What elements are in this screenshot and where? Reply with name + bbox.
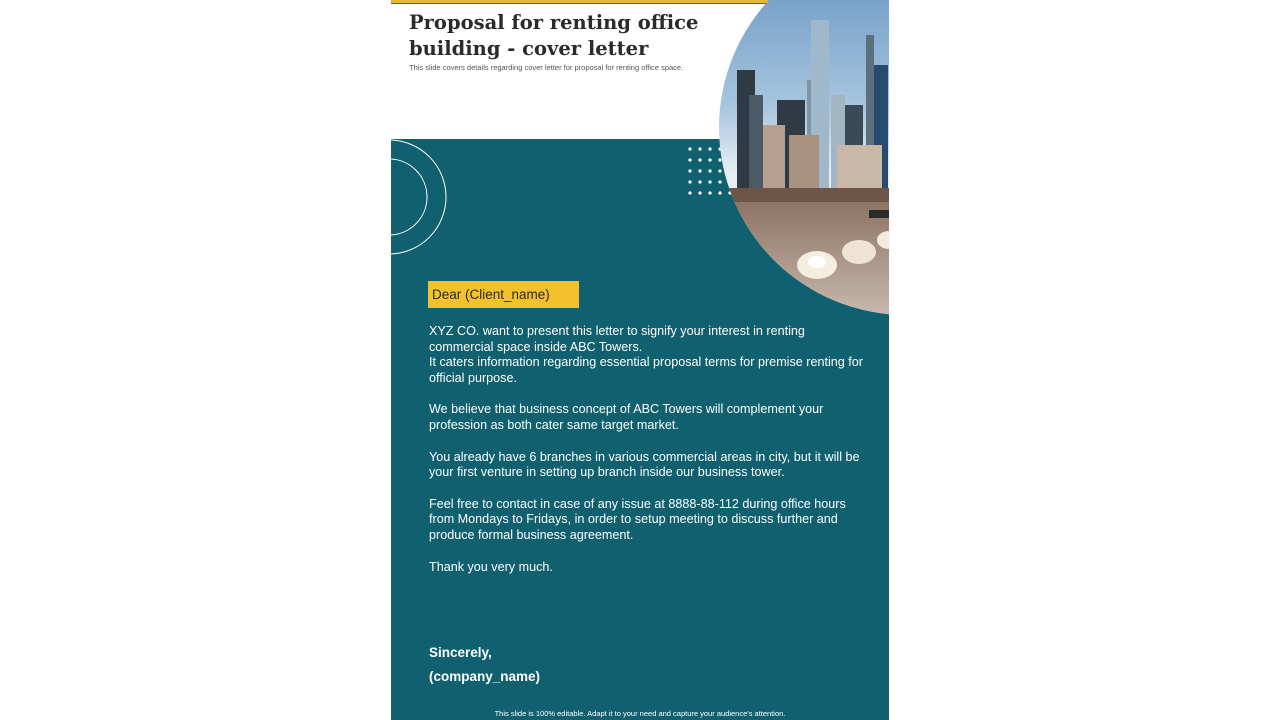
paragraph-branches: You already have 6 branches in various commercial areas in city, but it will be your first venture in setting up branch inside our business tower. xyxy=(429,449,860,480)
footer-note: This slide is 100% editable. Adapt it to your need and capture your audience's attention. xyxy=(494,709,786,718)
paragraph-contact: Feel free to contact in case of any issue at 8888-88-112 during office hours from Mondays to Fridays, in order to setup meeting to discuss further and produce formal business agreement. xyxy=(429,496,846,542)
decorative-rings-icon xyxy=(391,139,451,264)
paragraph-intro-line2: It caters information regarding essential proposal terms for premise renting for official purpose. xyxy=(429,355,863,385)
paragraph-intro-line1: XYZ CO. want to present this letter to signify your interest in renting commercial space inside ABC Towers. xyxy=(429,324,805,354)
letter-body xyxy=(429,324,869,575)
top-accent-stripe-yellow xyxy=(391,0,796,3)
proposal-page xyxy=(391,0,889,720)
paragraph-concept: We believe that business concept of ABC Towers will complement your profession as both cater same target market. xyxy=(429,402,824,432)
company-signature: (company_name) xyxy=(429,669,541,684)
paragraph-intro xyxy=(429,324,869,386)
signoff-block xyxy=(429,641,540,689)
page-subtitle: This slide covers details regarding cover letter for proposal for renting office space. xyxy=(409,63,684,72)
greeting-highlight: Dear (Client_name) xyxy=(428,281,579,308)
closing-text: Sincerely, xyxy=(429,645,492,660)
page-title: Proposal for renting office building - cover letter xyxy=(409,11,699,60)
paragraph-thanks: Thank you very much. xyxy=(429,559,553,574)
